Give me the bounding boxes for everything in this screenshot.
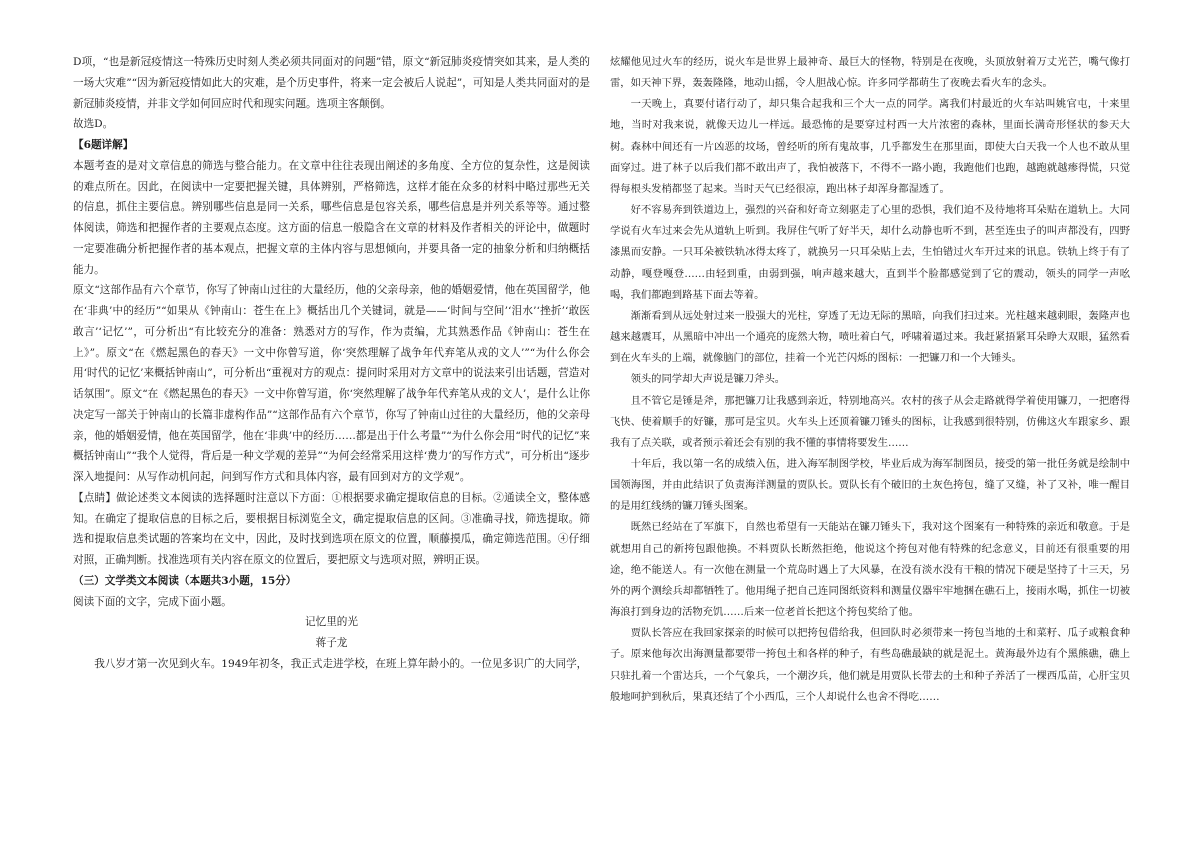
article-paragraph: 领头的同学却大声说是镰刀斧头。 (630, 373, 786, 386)
right-column (610, 52, 1130, 708)
q6-heading: 【6题详解】 (73, 139, 134, 151)
article-author: 蒋子龙 (315, 637, 348, 649)
answer-line: 故选D。 (73, 118, 114, 131)
article-paragraph: 渐渐看到从远处射过来一股强大的光柱，穿透了无边无际的黑暗，向我们扫过来。光柱越来越刺眼，轰隆声也越来越震耳，从黑暗中冲出一个通亮的庞然大物，喷吐着白气，呼啸着逼过来。我赶紧捂紧耳朵睁大双眼，猛然看到在火车头的上端，就像脑门的部位，挂着一个光芒闪烁的图标：一把镰刀和一个大锤头。 (610, 309, 1130, 365)
q6-source-analysis: 原文“这部作品有六个章节，你写了钟南山过往的大量经历，他的父亲母亲，他的婚姻爱情，他在英国留学，他在‘非典’中的经历”“如果从《钟南山：苍生在上》概括出几个关键词，就是——‘时间与空间’‘泪水’‘挫折’‘敢医敢言’‘记忆’”，可分析出“有比较充分的准备：熟悉对方的写作，作为责编，尤其熟悉作品《钟南山：苍生在上》”。原文“在《燃起黑色的春天》一文中你曾写道，你‘突然理解了战争年代弃笔从戎的文人’”“为什么你会用‘时代的记忆’来概括钟南山”，可分析出“重视对方的观点：提问时采用对方文章中的说法来引出话题，营造对话氛围”。原文“在《燃起黑色的春天》一文中你曾写道，你‘突然理解了战争年代弃笔从戎的文人’，是什么让你决定写一部关于钟南山的长篇非虚构作品”“这部作品有六个章节，你写了钟南山过往的大量经历，他的父亲母亲，他的婚姻爱情，他在英国留学，他在‘非典’中的经历……都是出于什么考量”“为什么你会用“时代的记忆”来概括钟南山”“我个人觉得，背后是一种文学观的差异”“为何会经常采用这样‘费力’的写作方式”，可分析出“逐步深入地提问：从写作动机问起，问到写作方式和具体内容，最有回到对方的文学观”。 (73, 284, 590, 483)
article-title: 记忆里的光 (305, 616, 358, 629)
article-paragraph: 我八岁才第一次见到火车。1949年初冬，我正式走进学校，在班上算年龄小的。一位见多识广的大同学， (94, 657, 588, 670)
article-paragraph: 且不管它是锤是斧，那把镰刀让我感到亲近，特别地高兴。农村的孩子从会走路就得学着使用镰刀，一把磨得飞快、使着顺手的好镰，那可是宝贝。火车头上还顶着镰刀锤头的图标，让我感到很特别，仿佛这火车跟家乡、跟我有了点关联，或者预示着还会有别的我不懂的事情将要发生…… (610, 394, 1130, 449)
article-paragraph: 贾队长答应在我回家探亲的时候可以把挎包借给我，但回队时必须带来一挎包当地的土和菜籽、瓜子或粮食种子。原来他每次出海测量都要带一挎包土和各样的种子，有些岛礁最缺的就是泥土。黄海最外边有个黑熊礁，礁上只驻扎着一个雷达兵，一个气象兵，一个潮汐兵，他们就是用贾队长带去的土和种子养活了一棵西瓜苗，心肝宝贝般地呵护到秋后，果真还结了个小西瓜，三个人却说什么也舍不得吃…… (610, 627, 1130, 703)
article-paragraph: 十年后，我以第一名的成绩入伍，进入海军制图学校，毕业后成为海军制图员，接受的第一批任务就是绘制中国领海图，并由此结识了负责海洋测量的贾队长。贾队长有个破旧的土灰色挎包，缝了又缝，补了又补，唯一醒目的是用红线绣的镰刀锤头图案。 (610, 457, 1130, 513)
article-paragraph: 炫耀他见过火车的经历，说火车是世界上最神奇、最巨大的怪物，特别是在夜晚，头顶放射着万丈光芒，嘴气像打雷，如天神下界，轰轰隆隆，地动山摇，令人胆战心惊。许多同学都萌生了夜晚去看火车的念头。 (610, 56, 1130, 90)
reading-instruction: 阅读下面的文字，完成下面小题。 (73, 595, 232, 608)
left-column (73, 52, 590, 675)
option-d-analysis: D项，“也是新冠疫情这一特殊历史时刻人类必须共同面对的问题”错，原文“新冠肺炎疫情突如其来，是人类的一场大灾难”“因为新冠疫情如此大的灾难，是个历史事件，将来一定会被后人说起”，可知是人类共同面对的是新冠肺炎疫情，并非文学如何回应时代和现实问题。选项主客颠倒。 (73, 56, 590, 110)
article-paragraph: 一天晚上，真要付诸行动了，却只集合起我和三个大一点的同学。离我们村最近的火车站叫姚官屯，十来里地，当时对我来说，就像天边儿一样远。最恐怖的是要穿过村西一大片浓密的森林，里面长满奇形怪状的参天大树。森林中间还有一片凶恶的坟场，曾经听的所有鬼故事，几乎都发生在那里面，即使大白天我一个人也不敢从里面穿过。进了林子以后我们都不敢出声了，我怕被落下，不得不一路小跑，我跑他们也跑，越跑就越瘆得慌，只觉得每根头发梢都竖了起来。当时天气已经很凉，跑出林子却浑身都湿透了。 (610, 98, 1130, 195)
article-paragraph: 既然已经站在了军旗下，自然也希望有一天能站在镰刀锤头下，我对这个图案有一种特殊的亲近和敬意。于是就想用自己的新挎包跟他换。不料贾队长断然拒绝，他说这个挎包对他有特殊的纪念意义，目前还有很重要的用途，绝不能送人。有一次他在测量一个荒岛时遇上了大风暴，在没有淡水没有干粮的情况下硬是坚持了十三天，另外的两个测绘兵却都牺牲了。他用绳子把自己连同图纸资料和测量仪器牢牢地捆在礁石上，接雨水喝，抓住一切被海浪打到身边的活物充饥……后来一位老首长把这个挎包奖给了他。 (610, 521, 1130, 619)
tips-paragraph: 【点睛】做论述类文本阅读的选择题时注意以下方面：①根据要求确定提取信息的目标。②通读全文，整体感知。在确定了提取信息的目标之后，要根据目标浏览全文，确定提取信息的区间。③准确寻找，筛选提取。筛选和提取信息类试题的答案均在文中，因此，及时找到选项在原文的位置，顺藤摸瓜，确定筛选范围。④仔细对照，正确判断。找准选项有关内容在原文的位置后，要把原文与选项对照，辨明正误。 (73, 491, 590, 566)
section-heading: （三）文学类文本阅读（本题共3小题，15分） (73, 574, 297, 587)
q6-explanation: 本题考查的是对文章信息的筛选与整合能力。在文章中往往表现出阐述的多角度、全方位的复杂性，这是阅读的难点所在。因此，在阅读中一定要把握关键，具体辨别，严格筛选，这样才能在众多的材料中略过那些无关的信息，抓住主要信息。辨别哪些信息是同一关系，哪些信息是包容关系，哪些信息是并列关系等等。通过整体阅读，筛选和把握作者的主要观点态度。这方面的信息一般隐含在文章的材料及作者相关的评论中，做题时一定要准确分析把握作者的基本观点，把握文章的主体内容与思想倾向，并要具备一定的抽象分析和归纳概括能力。 (73, 159, 590, 276)
article-paragraph: 好不容易奔到铁道边上，强烈的兴奋和好奇立刻驱走了心里的恐惧，我们迫不及待地将耳朵贴在道轨上。大同学说有火车过来会先从道轨上听到。我屏住气听了好半天，却什么动静也听不到，甚至连虫子的叫声都没有，四野漆黑而安静。一只耳朵被铁轨冰得太疼了，就换另一只耳朵贴上去，生怕错过火车开过来的讯息。铁轨上终于有了动静，嘎登嘎登……由轻到重，由弱到强，响声越来越大，直到半个脸都感觉到了它的震动，领头的同学一声吆喝，我们都跑到路基下面去等着。 (610, 204, 1130, 301)
